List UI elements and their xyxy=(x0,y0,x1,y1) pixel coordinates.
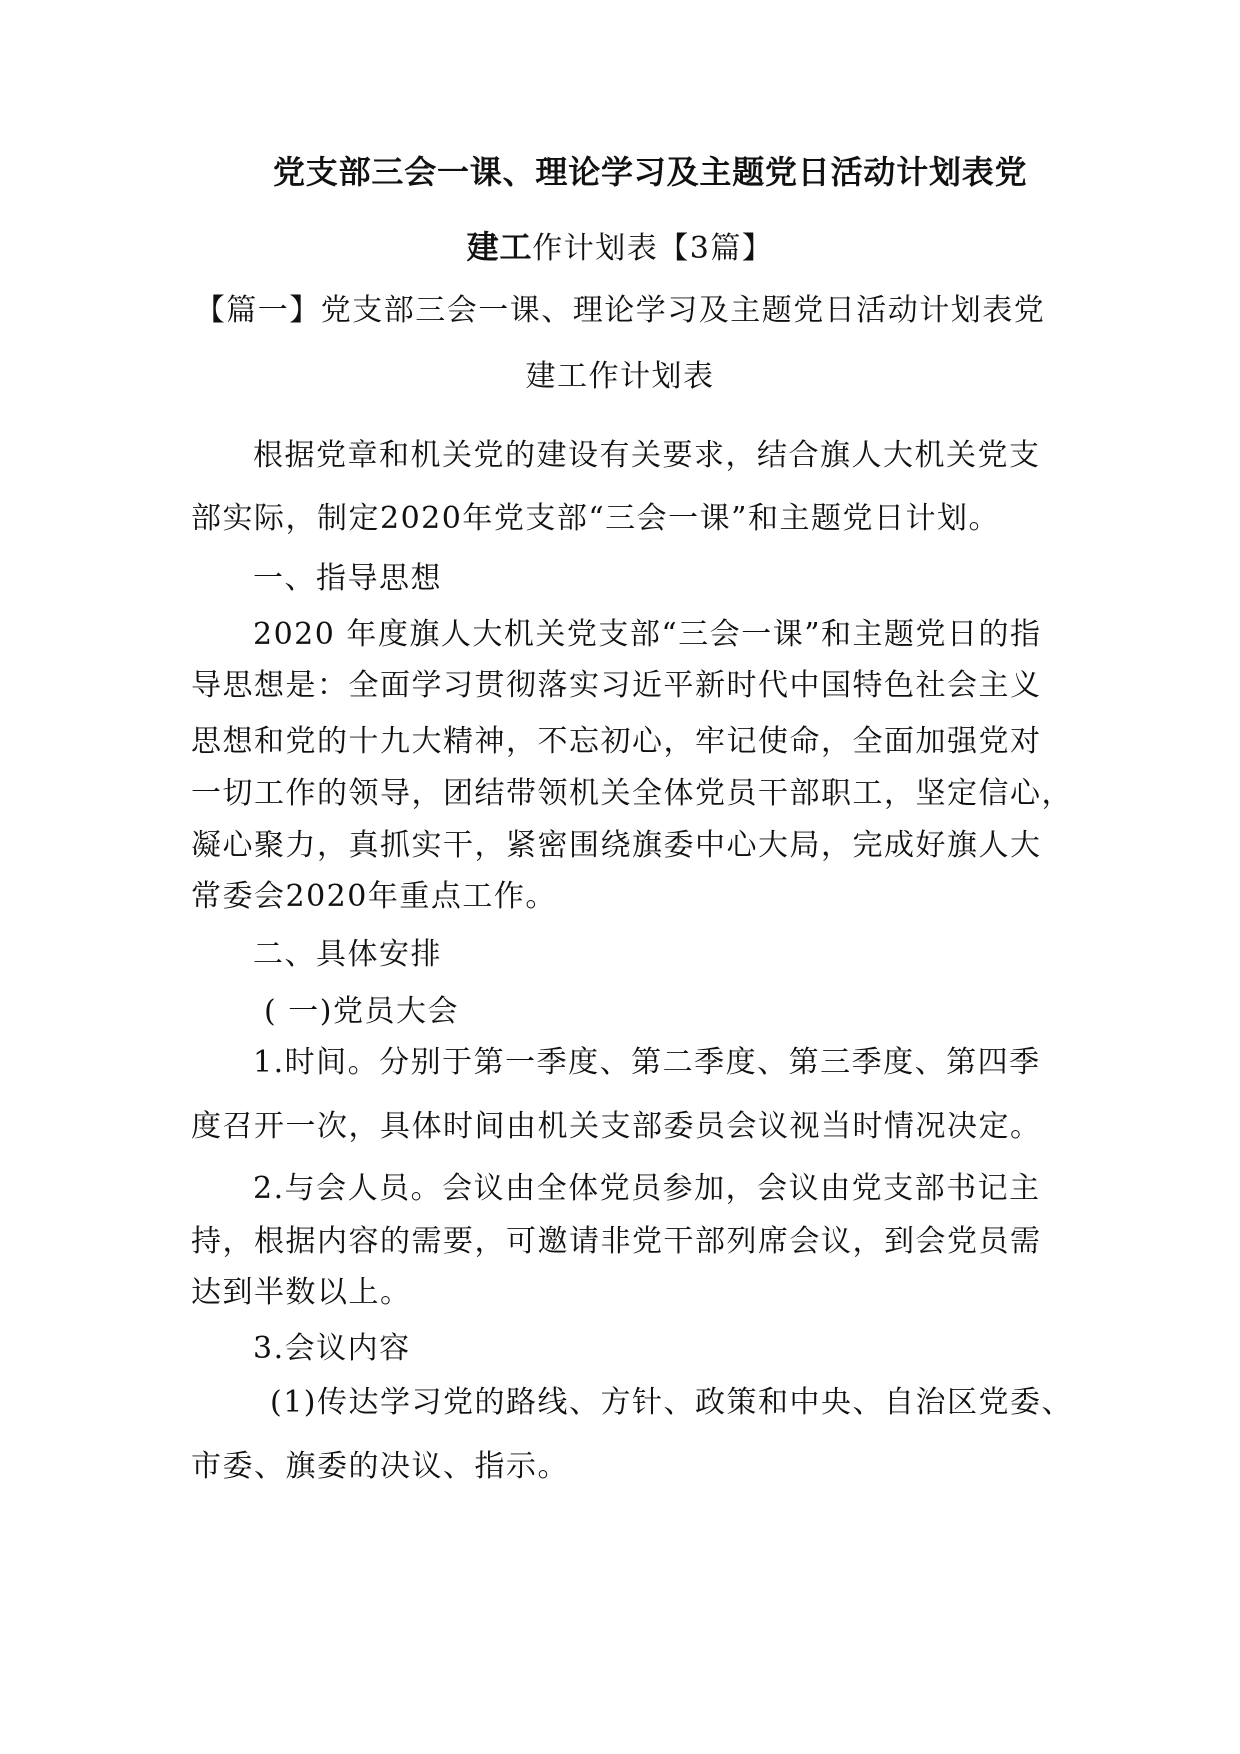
document-title-line-2 xyxy=(0,225,1240,269)
part-heading-line-2: 建工作计划表 xyxy=(525,359,715,394)
paragraph-line: 度召开一次，具体时间由机关支部委员会议视当时情况决定。 xyxy=(191,1109,1042,1144)
paragraph-line: 2020 年度旗人大机关党支部“三会一课”和主题党日的指 xyxy=(253,617,1042,652)
paragraph-line: 常委会2020年重点工作。 xyxy=(191,879,557,914)
paragraph-line: 达到半数以上。 xyxy=(191,1275,412,1310)
section-heading: 一、指导思想 xyxy=(253,561,442,596)
paragraph-line: 市委、旗委的决议、指示。 xyxy=(191,1449,569,1484)
subsection-heading: ( 一)党员大会 xyxy=(264,994,459,1029)
paragraph-line: 部实际，制定2020年党支部“三会一课”和主题党日计划。 xyxy=(191,501,1001,536)
paragraph-line: 凝心聚力，真抓实干，紧密围绕旗委中心大局，完成好旗人大 xyxy=(191,828,1042,863)
document-title-regular-part: 作计划表【3篇】 xyxy=(532,231,774,266)
document-title-bold-part: 建工 xyxy=(466,228,533,266)
paragraph-line: 思想和党的十九大精神，不忘初心，牢记使命，全面加强党对 xyxy=(191,724,1042,759)
paragraph-line: 一切工作的领导，团结带领机关全体党员干部职工，坚定信心， xyxy=(191,776,1073,811)
paragraph-line: 2.与会人员。会议由全体党员参加，会议由党支部书记主 xyxy=(253,1171,1041,1206)
paragraph-line: 1.时间。分别于第一季度、第二季度、第三季度、第四季 xyxy=(253,1045,1041,1080)
paragraph-line: 根据党章和机关党的建设有关要求，结合旗人大机关党支 xyxy=(253,438,1041,473)
section-heading: 二、具体安排 xyxy=(253,937,442,972)
document-title-line-1: 党支部三会一课、理论学习及主题党日活动计划表党 xyxy=(273,153,1028,191)
part-heading-line-1: 【篇一】党支部三会一课、理论学习及主题党日活动计划表党 xyxy=(194,293,1046,328)
paragraph-line: 导思想是：全面学习贯彻落实习近平新时代中国特色社会主义 xyxy=(191,668,1042,703)
paragraph-line: 持，根据内容的需要，可邀请非党干部列席会议，到会党员需 xyxy=(191,1224,1042,1259)
item-heading: 3.会议内容 xyxy=(253,1331,411,1366)
paragraph-line: (1)传达学习党的路线、方针、政策和中央、自治区党委、 xyxy=(270,1385,1073,1420)
